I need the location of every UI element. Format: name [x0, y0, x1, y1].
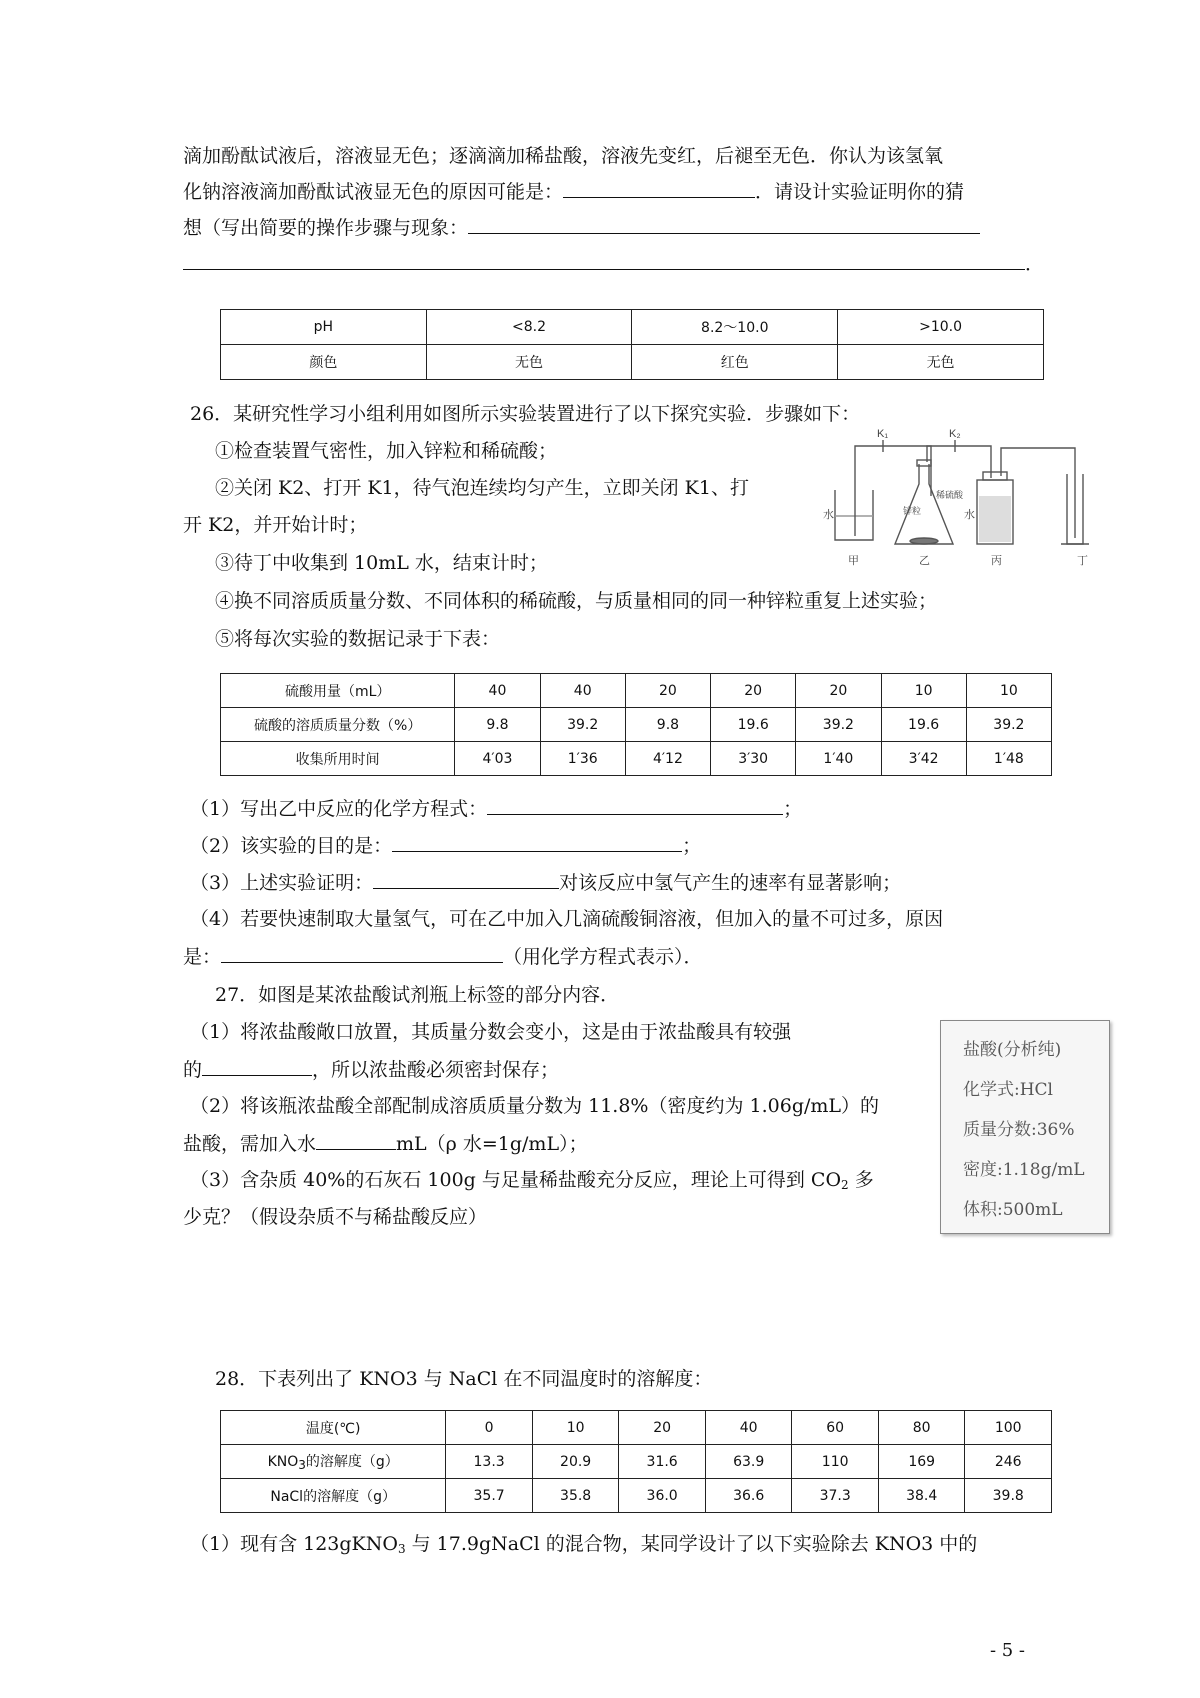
table-cell: 1′36: [540, 742, 625, 776]
table-cell: 37.3: [792, 1479, 879, 1513]
table-cell: 35.8: [532, 1479, 619, 1513]
table-cell: 19.6: [711, 708, 796, 742]
table-cell: 20: [619, 1411, 706, 1445]
table-cell: 40: [455, 674, 540, 708]
q26-part-2: （2）该实验的目的是： ；: [190, 831, 701, 860]
zinc-label: 锌粒: [903, 506, 922, 516]
table-cell: 收集所用时间: [221, 742, 455, 776]
acid-label: 稀硫酸: [936, 490, 964, 500]
bing-label: 丙: [991, 555, 1002, 567]
table-cell: <8.2: [426, 310, 632, 345]
table-cell: 13.3: [446, 1445, 533, 1479]
table-cell: 硫酸用量（mL）: [221, 674, 455, 708]
k1-label: K₁: [877, 428, 889, 440]
table-cell: 8.2～10.0: [632, 310, 838, 345]
table-cell: 3′30: [711, 742, 796, 776]
table-cell: 3′42: [881, 742, 966, 776]
table-cell: pH: [221, 310, 427, 345]
table-cell: 169: [878, 1445, 965, 1479]
ding-label: 丁: [1077, 555, 1088, 567]
table-cell: 36.0: [619, 1479, 706, 1513]
table-cell: 19.6: [881, 708, 966, 742]
table-cell: 36.6: [705, 1479, 792, 1513]
q27-part-1a: （1）将浓盐酸敞口放置，其质量分数会变小，这是由于浓盐酸具有较强: [190, 1021, 792, 1043]
answer-blank[interactable]: [468, 213, 980, 234]
q26-step-2a: ②关闭 K2、打开 K1，待气泡连续均匀产生，立即关闭 K1、打: [215, 477, 749, 499]
table-cell: 10: [966, 674, 1051, 708]
q26-part-4b: 是： （用化学方程式表示）．: [183, 942, 703, 971]
q26-step-2b: 开 K2，并开始计时；: [183, 514, 368, 536]
q26-part-3: （3）上述实验证明： 对该反应中氢气产生的速率有显著影响；: [190, 868, 901, 897]
answer-blank[interactable]: [183, 249, 1025, 270]
q26-heading: 26．某研究性学习小组利用如图所示实验装置进行了以下探究实验．步骤如下：: [190, 403, 861, 425]
table-cell: 40: [540, 674, 625, 708]
q27-heading: 27．如图是某浓盐酸试剂瓶上标签的部分内容．: [215, 984, 620, 1006]
table-cell: 20: [796, 674, 881, 708]
solubility-table: [220, 1410, 1052, 1513]
label-line: 质量分数:36%: [963, 1120, 1075, 1140]
table-cell: 4′12: [625, 742, 710, 776]
table-cell: 无色: [426, 345, 632, 380]
table-cell: 80: [878, 1411, 965, 1445]
answer-blank[interactable]: [373, 868, 559, 889]
ph-color-table: [220, 309, 1044, 380]
answer-blank[interactable]: [563, 177, 755, 198]
q26-step-5: ⑤将每次实验的数据记录于下表：: [215, 628, 501, 650]
answer-blank[interactable]: [202, 1055, 312, 1076]
table-cell: 100: [965, 1411, 1052, 1445]
table-cell: 40: [705, 1411, 792, 1445]
table-cell: 红色: [632, 345, 838, 380]
table-cell: 20.9: [532, 1445, 619, 1479]
table-cell: 4′03: [455, 742, 540, 776]
intro-line-4: ．: [183, 249, 1044, 278]
q26-step-3: ③待丁中收集到 10mL 水，结束计时；: [215, 552, 548, 574]
table-cell: NaCl的溶解度（g）: [221, 1479, 446, 1513]
table-cell: 9.8: [455, 708, 540, 742]
table-cell: 10: [881, 674, 966, 708]
water-label: 水: [964, 509, 975, 521]
table-cell: 颜色: [221, 345, 427, 380]
q27-part-3a: （3）含杂质 40%的石灰石 100g 与足量稀盐酸充分反应，理论上可得到 $CO_2$ 多: [190, 1169, 874, 1192]
table-cell: 39.2: [796, 708, 881, 742]
q27-part-2b: 盐酸，需加入水 mL（ρ 水=1g/mL）；: [183, 1129, 588, 1158]
experiment-apparatus-diagram: [823, 428, 1108, 571]
table-cell: 20: [625, 674, 710, 708]
q28-heading: 28．下表列出了 KNO3 与 NaCl 在不同温度时的溶解度：: [215, 1368, 713, 1390]
table-cell: 31.6: [619, 1445, 706, 1479]
table-cell: 246: [965, 1445, 1052, 1479]
label-line: 密度:1.18g/mL: [963, 1160, 1085, 1180]
water-label: 水: [823, 509, 834, 521]
q26-part-4a: （4）若要快速制取大量氢气，可在乙中加入几滴硫酸铜溶液，但加入的量不可过多，原因: [190, 908, 944, 930]
intro-line-2: 化钠溶液滴加酚酞试液显无色的原因可能是： ．请设计实验证明你的猜: [183, 177, 964, 206]
answer-blank[interactable]: [221, 942, 503, 963]
table-cell: 110: [792, 1445, 879, 1479]
q26-step-4: ④换不同溶质质量分数、不同体积的稀硫酸，与质量相同的同一种锌粒重复上述实验；: [215, 590, 938, 612]
table-cell: 温度(℃): [221, 1411, 446, 1445]
label-line: 盐酸(分析纯): [963, 1040, 1062, 1060]
q27-part-3b: 少克？（假设杂质不与稀盐酸反应）: [183, 1206, 488, 1228]
q26-step-1: ①检查装置气密性，加入锌粒和稀硫酸；: [215, 440, 558, 462]
intro-line-3: 想（写出简要的操作步骤与现象：: [183, 213, 980, 242]
jia-label: 甲: [848, 555, 859, 567]
table-cell: 无色: [838, 345, 1044, 380]
label-line: 体积:500mL: [963, 1200, 1063, 1220]
table-cell: 63.9: [705, 1445, 792, 1479]
label-line: 化学式:HCl: [963, 1080, 1053, 1100]
answer-blank[interactable]: [392, 831, 682, 852]
table-cell: 35.7: [446, 1479, 533, 1513]
table-cell: >10.0: [838, 310, 1044, 345]
yi-label: 乙: [919, 555, 930, 567]
page-number: - 5 -: [989, 1640, 1025, 1661]
table-cell: 39.8: [965, 1479, 1052, 1513]
table-cell: 硫酸的溶质质量分数（%）: [221, 708, 455, 742]
table-cell: 10: [532, 1411, 619, 1445]
table-cell: 9.8: [625, 708, 710, 742]
table-cell: 20: [711, 674, 796, 708]
table-cell: 39.2: [966, 708, 1051, 742]
table-cell: 1′48: [966, 742, 1051, 776]
reagent-bottle-label: [940, 1020, 1110, 1234]
answer-blank[interactable]: [487, 794, 783, 815]
q28-part-1: （1）现有含 123gKNO$_3$ 与 17.9gNaCl 的混合物，某同学设计了以下实验除去 KNO3 中的: [190, 1533, 978, 1556]
table-cell: 39.2: [540, 708, 625, 742]
table-cell: 0: [446, 1411, 533, 1445]
q26-part-1: （1）写出乙中反应的化学方程式： ；: [190, 794, 802, 823]
intro-line-1: 滴加酚酞试液后，溶液显无色；逐滴滴加稀盐酸，溶液先变红，后褪至无色．你认为该氢氧: [183, 145, 944, 167]
q27-part-2a: （2）将该瓶浓盐酸全部配制成溶质质量分数为 11.8%（密度约为 1.06g/mL）的: [190, 1095, 880, 1117]
answer-blank[interactable]: [316, 1129, 396, 1150]
sulfuric-acid-data-table: [220, 673, 1052, 776]
q27-part-1b: 的 ，所以浓盐酸必须密封保存；: [183, 1055, 559, 1084]
k2-label: K₂: [949, 428, 961, 440]
table-cell: 38.4: [878, 1479, 965, 1513]
table-cell: 1′40: [796, 742, 881, 776]
table-cell: $KNO_3$的溶解度（g）: [221, 1445, 446, 1479]
table-cell: 60: [792, 1411, 879, 1445]
